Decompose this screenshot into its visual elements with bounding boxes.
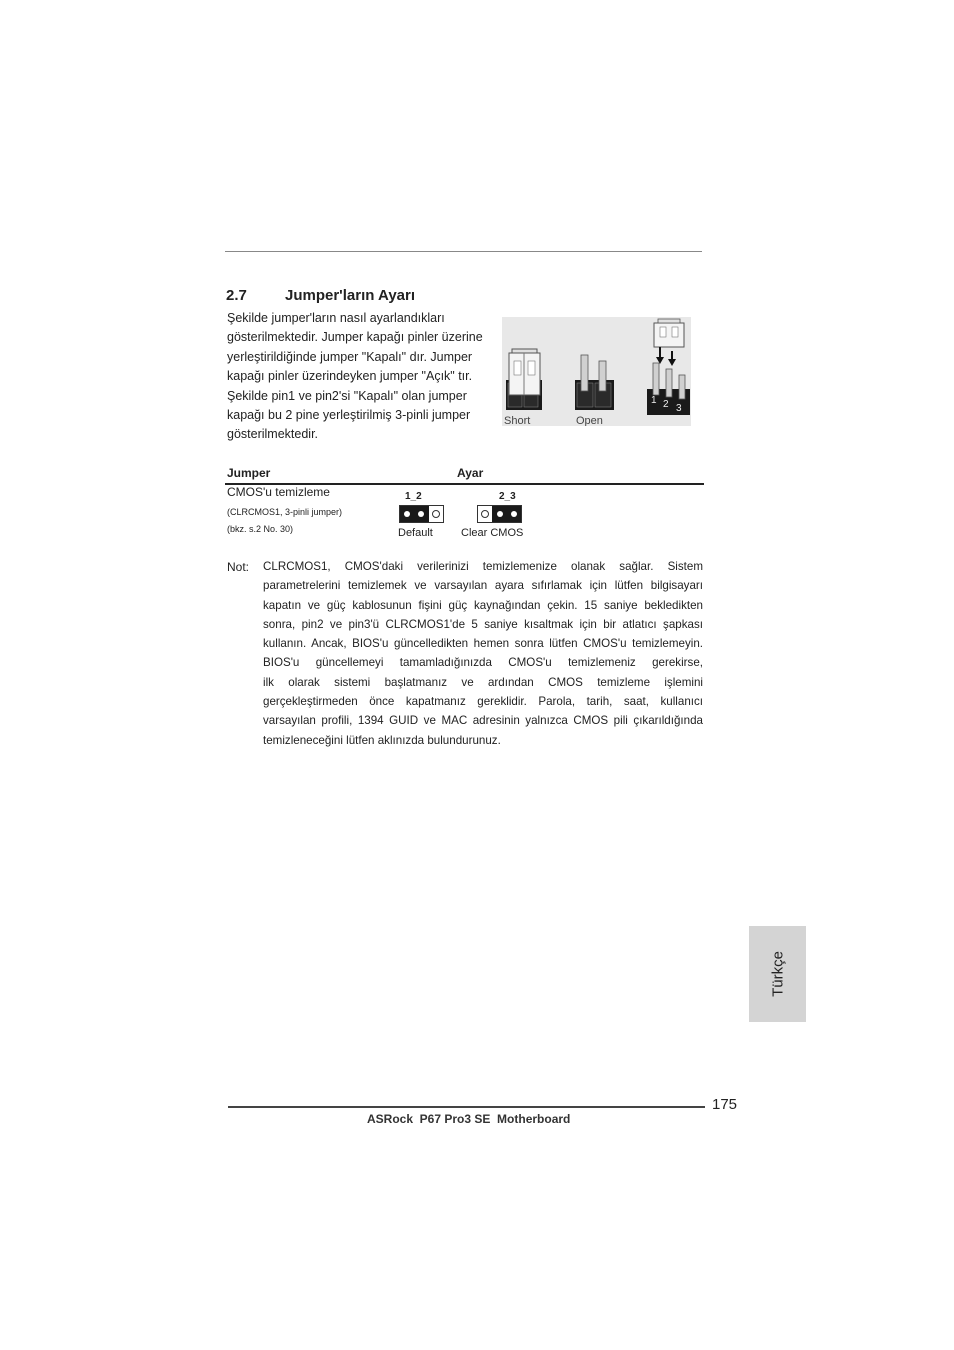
note-paragraph: [263, 557, 703, 750]
three-pin-jumper-drawing: [647, 319, 690, 415]
language-side-tab: [749, 926, 806, 1022]
language-tab-label: Türkçe: [769, 951, 786, 997]
note-line: varsayılan profili, 1394 GUID ve MAC adresinin yalnızca CMOS pili çıkarıldığında: [263, 714, 703, 728]
table-header-jumper: Jumper: [227, 466, 271, 480]
clear-cmos-jumper-diagram: [477, 505, 522, 528]
jumper-subtitle: (CLRCMOS1, 3-pinli jumper): [227, 507, 343, 517]
clear-cmos-caption: Clear CMOS: [461, 527, 524, 539]
default-jumper-svg: [399, 505, 444, 523]
note-line: sonra, pin2 ve pin3'ü CLRCMOS1'de 5 saniye kısaltmak için bir atlatıcı şapkası: [263, 617, 703, 631]
short-jumper-drawing: [506, 349, 542, 410]
note-line: kapatın ve güç kablosunun fişini güç kaynağından çekin. 15 saniye bekledikten: [263, 598, 703, 612]
jumper-name: CMOS'u temizleme: [227, 485, 330, 499]
pin-number-1: 1: [651, 395, 657, 406]
page-number: 175: [712, 1096, 738, 1113]
intro-line: kapağı pinler üzerindeyken jumper "Açık" tır.: [227, 369, 473, 384]
intro-line: kapağı bu 2 pine yerleştirilmiş 3-pinli jumper: [227, 408, 471, 423]
open-label: Open: [576, 415, 603, 426]
pin-number-2: 2: [663, 399, 669, 410]
short-label: Short: [504, 415, 531, 426]
intro-line: gösterilmektedir.: [227, 427, 319, 442]
intro-line: Şekilde jumper'ların nasıl ayarlandıkları: [227, 311, 445, 325]
note-line: gerçekleştirmeden önce kapatmanız gereklidir. Parola, tarih, saat, kullanıcı: [263, 695, 703, 709]
pin-number-3: 3: [676, 403, 682, 414]
default-jumper-diagram: [399, 505, 444, 528]
footer-rule: [228, 1106, 705, 1108]
intro-line: Şekilde pin1 ve pin2'si "Kapalı" olan jumper: [227, 388, 467, 403]
footer-product-name: ASRock P67 Pro3 SE Motherboard: [367, 1112, 571, 1126]
top-rule: [225, 251, 702, 252]
note-label: Not:: [227, 560, 250, 574]
jumper-reference: (bkz. s.2 No. 30): [227, 524, 294, 534]
default-pin-label: 1_2: [405, 491, 422, 502]
clear-cmos-jumper-svg: [477, 505, 522, 523]
section-number: 2.7: [226, 287, 247, 304]
note-line: CLRCMOS1, CMOS'daki verilerinizi temizlemenize olanak sağlar. Sistem: [263, 560, 703, 573]
jumper-figure-svg: [502, 317, 691, 426]
jumper-illustration: [502, 317, 691, 426]
note-line: parametrelerini temizlemek ve varsayılan ayara sıfırlamak için lütfen bilgisayarı: [263, 579, 703, 593]
note-line: temizleneceğini lütfen aklınızda bulundurunuz.: [263, 733, 501, 747]
note-line: kullanın. Ancak, BIOS'u güncelledikten hemen sonra lütfen CMOS'u temizlemeyin.: [263, 637, 703, 651]
section-title: Jumper'ların Ayarı: [285, 287, 416, 304]
note-line: BIOS'u güncellemeyi tamamladığınızda CMOS'u temizlemeniz gerekirse,: [263, 656, 703, 670]
note-line: ilk olarak sistemi başlatmanız ve ardından CMOS temizleme işlemini: [263, 675, 703, 689]
open-jumper-drawing: [575, 355, 614, 410]
intro-line: yerleştirildiğinde jumper "Kapalı" dır. Jumper: [227, 349, 473, 364]
intro-paragraph: [227, 309, 497, 445]
clear-pin-label: 2_3: [499, 491, 516, 502]
intro-line: gösterilmektedir. Jumper kapağı pinler üzerine: [227, 330, 483, 345]
default-caption: Default: [398, 527, 433, 539]
table-header-setting: Ayar: [457, 466, 484, 480]
